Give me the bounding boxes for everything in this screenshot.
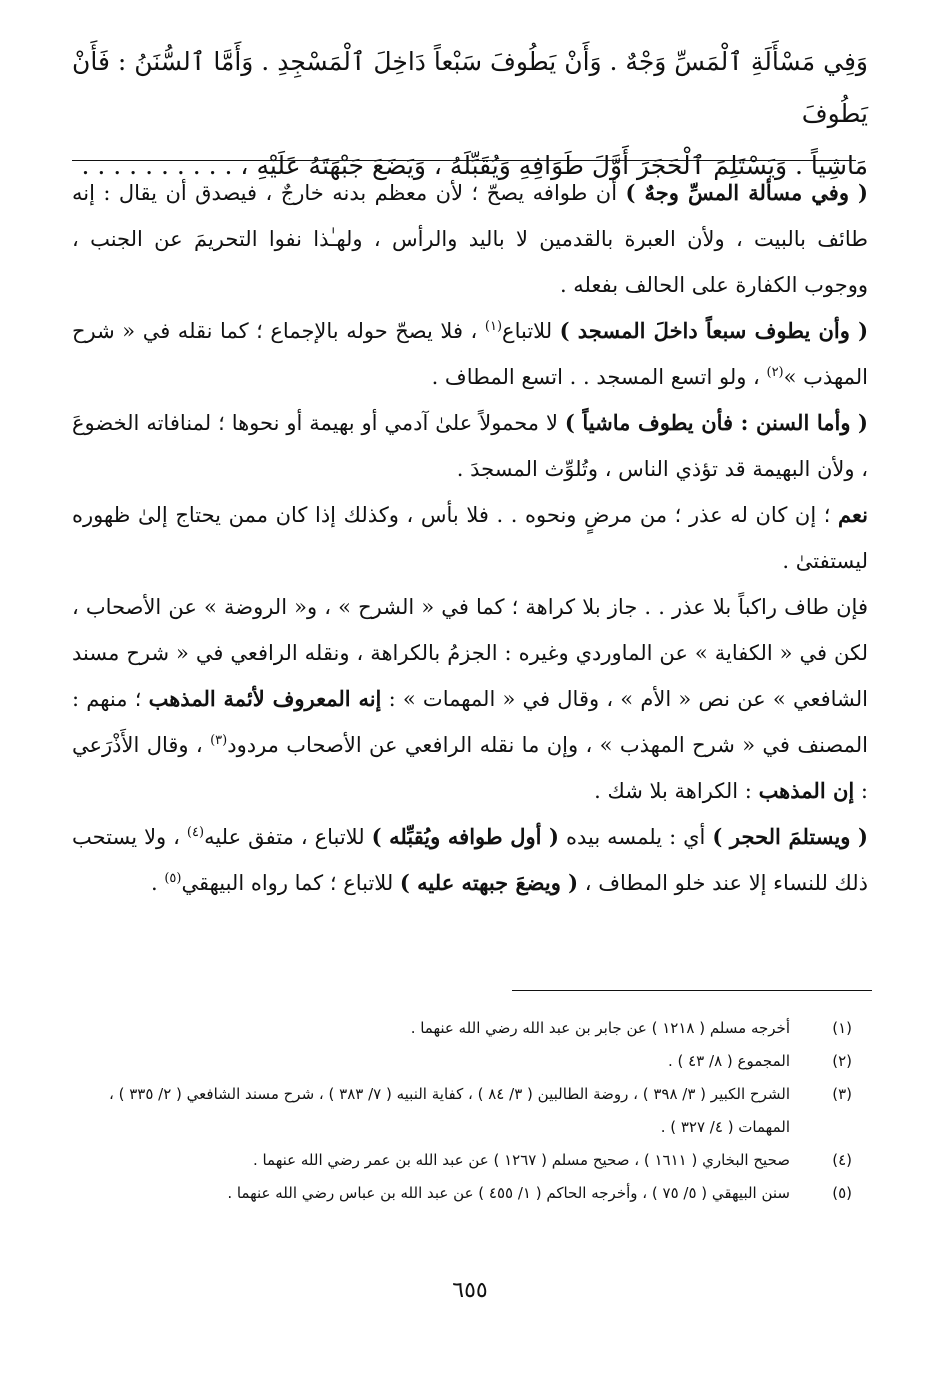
matn-separator-rule bbox=[72, 160, 856, 161]
commentary-paragraph-4: نعم ؛ إن كان له عذر ؛ من مرضٍ ونحوه . . فلا بأس ، وكذلك إذا كان ممن يحتاج إلىٰ ظهوره ليستفتىٰ . bbox=[72, 502, 868, 573]
quoted-matn: ( ويضعَ جبهته عليه ) bbox=[399, 870, 579, 895]
quoted-matn: ( ويستلمَ الحجر ) bbox=[712, 824, 868, 849]
footnote-text: سنن البيهقي ( ٥/ ٧٥ ) ، وأخرجه الحاكم ( ١/ ٤٥٥ ) عن عبد الله بن عباس رضي الله عنهما . bbox=[227, 1184, 790, 1202]
commentary-paragraph-3: ( وأما السنن : فأن يطوف ماشياً ) لا محمولاً علىٰ آدمي أو بهيمة أو نحوها ؛ لمنافاته الخضوعَ ، ولأن البهيمة قد تؤذي الناس ، وتُلوِّث المسجدَ . bbox=[72, 410, 868, 481]
footnote-ref-2[interactable]: (٢) bbox=[766, 365, 784, 380]
footnote-ref-4[interactable]: (٤) bbox=[186, 825, 205, 840]
footnote-ref-1[interactable]: (١) bbox=[484, 319, 503, 334]
page-number: ٦٥٥ bbox=[452, 1278, 488, 1303]
commentary-paragraph-5: فإن طاف راكباً بلا عذر . . جاز بلا كراهة ؛ كما في « الشرح » ، و« الروضة » عن الأصحاب ، لكن في « الكفاية » عن الماوردي وغيره : الجزمُ بالكراهة ، ونقله الرافعي في « شرح مسند الشافعي » عن نص « الأم » ، وقال في « المهمات » : إنه المعروف لأئمة المذهب ؛ منهم : المصنف في « شرح المهذب » ، وإن ما نقله الرافعي عن الأصحاب مردود$^{(٣)}$ ، وقال الأَذْرَعي : إن المذهب : الكراهة بلا شك . bbox=[72, 595, 869, 803]
footnote-5 bbox=[60, 1177, 852, 1210]
footnote-number: (٣) bbox=[832, 1085, 852, 1103]
quoted-matn: ( وأن يطوف سبعاً داخلَ المسجد ) bbox=[559, 318, 869, 343]
footnote-number: (٤) bbox=[832, 1151, 852, 1169]
footnote-3 bbox=[60, 1078, 852, 1144]
footnote-text: أخرجه مسلم ( ١٢١٨ ) عن جابر بن عبد الله رضي الله عنهما . bbox=[410, 1019, 790, 1037]
commentary-paragraph-1: ( وفي مسألة المسِّ وجهٌ ) أن طوافه يصحّ ؛ لأن معظم بدنه خارجٌ ، فيصدق أن يقال : إنه طائف بالبيت ، ولأن العبرة بالقدمين لا باليد والرأس ، ولهـٰذا نفوا التحريمَ عن الجنب ، ووجوب الكفارة على الحالف بفعله . bbox=[72, 180, 868, 297]
footnote-text: صحيح البخاري ( ١٦١١ ) ، صحيح مسلم ( ١٢٦٧ ) عن عبد الله بن عمر رضي الله عنهما . bbox=[252, 1151, 790, 1169]
quoted-matn: ( أول طوافه ويُقبِّله ) bbox=[371, 824, 559, 849]
footnote-text: الشرح الكبير ( ٣/ ٣٩٨ ) ، روضة الطالبين ( ٣/ ٨٤ ) ، كفاية النبيه ( ٧/ ٣٨٣ ) ، شرح مسند الشافعي ( ٢/ ٣٣٥ ) ، المهمات ( ٤/ ٣٢٧ ) . bbox=[108, 1085, 790, 1136]
commentary-paragraph-6: ( ويستلمَ الحجر ) أي : يلمسه بيده ( أول طوافه ويُقبِّله ) للاتباع ، متفق عليه$^{(٤)}$ ، ولا يستحب ذلك للنساء إلا عند خلو المطاف ، ( ويضعَ جبهته عليه ) للاتباع ؛ كما رواه البيهقي$^{(٥)}$ . bbox=[72, 824, 868, 895]
footnote-text: المجموع ( ٨/ ٤٣ ) . bbox=[667, 1052, 790, 1070]
emphasis-phrase: إن المذهب bbox=[758, 778, 855, 803]
emphasis-phrase: إنه المعروف لأئمة المذهب bbox=[148, 686, 382, 711]
quoted-matn: ( وفي مسألة المسِّ وجهٌ ) bbox=[625, 180, 868, 205]
footnote-number: (٥) bbox=[832, 1184, 852, 1202]
quoted-matn: ( وأما السنن : فأن يطوف ماشياً ) bbox=[564, 410, 868, 435]
footnote-2 bbox=[60, 1045, 852, 1078]
footnote-ref-3[interactable]: (٣) bbox=[210, 733, 228, 748]
matn-line-1: وَفِي مَسْأَلَةِ ٱلْمَسِّ وَجْهٌ . وَأَنْ يَطُوفَ سَبْعاً دَاخِلَ ٱلْمَسْجِدِ . وَأَمَّا ٱلسُّنَنُ : فَأَنْ يَطُوفَ bbox=[72, 47, 868, 128]
footnote-number: (١) bbox=[832, 1019, 852, 1037]
main-text-matn bbox=[72, 36, 868, 192]
footnote-number: (٢) bbox=[832, 1052, 852, 1070]
matn-line-2: مَاشِياً . وَيَسْتَلِمَ ٱلْحَجَرَ أَوَّلَ طَوَافِهِ وَيُقَبِّلَهُ ، وَيَضَعَ جَبْهَتَهُ عَلَيْهِ ، . . . . . . . . . . bbox=[81, 151, 868, 180]
commentary-paragraph-2: ( وأن يطوف سبعاً داخلَ المسجد ) للاتباع$^{(١)}$ ، فلا يصحّ حوله بالإجماع ؛ كما نقله في « شرح المهذب »$^{(٢)}$ ، ولو اتسع المسجد . . اتسع المطاف . bbox=[72, 318, 869, 389]
footnote-1 bbox=[60, 1012, 852, 1045]
commentary-text bbox=[72, 170, 868, 906]
footnote-ref-5[interactable]: (٥) bbox=[164, 871, 182, 886]
footnote-4 bbox=[60, 1144, 852, 1177]
footnote-separator-rule bbox=[512, 990, 872, 991]
emphasis-word: نعم bbox=[838, 502, 868, 527]
footnotes bbox=[60, 1012, 852, 1210]
